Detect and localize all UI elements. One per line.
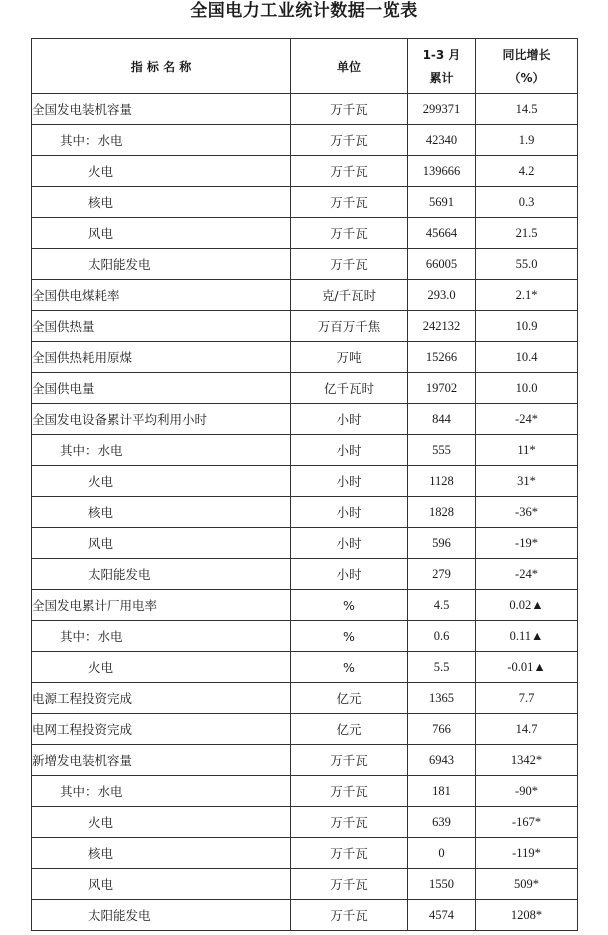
row-yoy: 11* <box>476 435 578 466</box>
row-unit: 小时 <box>291 404 408 435</box>
row-value: 5.5 <box>408 652 476 683</box>
row-value: 639 <box>408 807 476 838</box>
table-row <box>32 838 578 869</box>
row-name: 火电 <box>32 807 291 838</box>
row-unit: 亿元 <box>291 714 408 745</box>
table-row <box>32 466 578 497</box>
table-row <box>32 280 578 311</box>
row-value: 596 <box>408 528 476 559</box>
row-name: 全国供热耗用原煤 <box>32 342 291 373</box>
table-row <box>32 621 578 652</box>
row-yoy: 55.0 <box>476 249 578 280</box>
row-value: 181 <box>408 776 476 807</box>
row-value: 1128 <box>408 466 476 497</box>
row-yoy: 31* <box>476 466 578 497</box>
statistics-table <box>31 38 578 931</box>
row-unit: 万千瓦 <box>291 900 408 931</box>
row-unit: 万千瓦 <box>291 838 408 869</box>
row-unit: 小时 <box>291 528 408 559</box>
row-yoy: -24* <box>476 559 578 590</box>
row-value: 15266 <box>408 342 476 373</box>
row-name: 全国供热量 <box>32 311 291 342</box>
row-value: 4574 <box>408 900 476 931</box>
row-value: 4.5 <box>408 590 476 621</box>
row-yoy: 10.9 <box>476 311 578 342</box>
table-row <box>32 342 578 373</box>
row-name: 全国供电煤耗率 <box>32 280 291 311</box>
row-name: 风电 <box>32 528 291 559</box>
row-yoy: -24* <box>476 404 578 435</box>
row-name: 全国发电设备累计平均利用小时 <box>32 404 291 435</box>
row-value: 0 <box>408 838 476 869</box>
row-name: 电网工程投资完成 <box>32 714 291 745</box>
table-row <box>32 125 578 156</box>
row-yoy: 1208* <box>476 900 578 931</box>
row-name: 全国发电累计厂用电率 <box>32 590 291 621</box>
row-unit: 万千瓦 <box>291 776 408 807</box>
row-unit: 万千瓦 <box>291 869 408 900</box>
row-yoy: 21.5 <box>476 218 578 249</box>
row-yoy: -36* <box>476 497 578 528</box>
header-cumulative <box>408 39 476 94</box>
row-yoy: 10.4 <box>476 342 578 373</box>
row-name: 其中：水电 <box>32 125 291 156</box>
row-value: 45664 <box>408 218 476 249</box>
row-yoy: -19* <box>476 528 578 559</box>
table-row <box>32 652 578 683</box>
row-unit: 小时 <box>291 559 408 590</box>
table-row <box>32 900 578 931</box>
row-yoy: 1342* <box>476 745 578 776</box>
row-yoy: 2.1* <box>476 280 578 311</box>
row-yoy: 0.02▲ <box>476 590 578 621</box>
row-name: 火电 <box>32 466 291 497</box>
header-cumulative-line1: 1-3 月 <box>422 48 461 62</box>
row-unit: 万百万千焦 <box>291 311 408 342</box>
page-title: 全国电力工业统计数据一览表 <box>190 1 418 21</box>
table-row <box>32 528 578 559</box>
header-cumulative-line2: 累计 <box>429 71 454 85</box>
row-name: 太阳能发电 <box>32 900 291 931</box>
row-value: 5691 <box>408 187 476 218</box>
row-unit: 万千瓦 <box>291 94 408 125</box>
row-value: 242132 <box>408 311 476 342</box>
row-name: 风电 <box>32 869 291 900</box>
row-name: 全国发电装机容量 <box>32 94 291 125</box>
table-row <box>32 249 578 280</box>
header-yoy-line1: 同比增长 <box>502 48 551 62</box>
table-row <box>32 807 578 838</box>
row-unit: 小时 <box>291 435 408 466</box>
row-name: 火电 <box>32 156 291 187</box>
row-yoy: -167* <box>476 807 578 838</box>
row-unit: 万千瓦 <box>291 745 408 776</box>
row-name: 核电 <box>32 187 291 218</box>
row-yoy: 1.9 <box>476 125 578 156</box>
table-row <box>32 311 578 342</box>
row-unit: % <box>291 590 408 621</box>
table-row <box>32 714 578 745</box>
row-yoy: -0.01▲ <box>476 652 578 683</box>
table-row <box>32 156 578 187</box>
row-unit: 万千瓦 <box>291 125 408 156</box>
row-value: 293.0 <box>408 280 476 311</box>
row-yoy: 10.0 <box>476 373 578 404</box>
row-name: 太阳能发电 <box>32 249 291 280</box>
row-value: 299371 <box>408 94 476 125</box>
row-yoy: 14.5 <box>476 94 578 125</box>
table-row <box>32 869 578 900</box>
row-value: 19702 <box>408 373 476 404</box>
row-name: 火电 <box>32 652 291 683</box>
table-header-row <box>32 39 578 94</box>
table-row <box>32 745 578 776</box>
table-row <box>32 94 578 125</box>
row-value: 66005 <box>408 249 476 280</box>
row-yoy: 0.3 <box>476 187 578 218</box>
row-unit: 万千瓦 <box>291 187 408 218</box>
row-value: 1550 <box>408 869 476 900</box>
row-unit: 万千瓦 <box>291 249 408 280</box>
table-row <box>32 559 578 590</box>
row-yoy: 4.2 <box>476 156 578 187</box>
header-yoy-line2: （%） <box>508 71 545 85</box>
row-unit: 克/千瓦时 <box>291 280 408 311</box>
row-unit: 亿千瓦时 <box>291 373 408 404</box>
row-value: 1365 <box>408 683 476 714</box>
row-value: 42340 <box>408 125 476 156</box>
row-yoy: 14.7 <box>476 714 578 745</box>
header-yoy <box>476 39 578 94</box>
row-yoy: -90* <box>476 776 578 807</box>
row-unit: 小时 <box>291 497 408 528</box>
table-row <box>32 776 578 807</box>
row-name: 核电 <box>32 838 291 869</box>
row-value: 6943 <box>408 745 476 776</box>
row-value: 844 <box>408 404 476 435</box>
table-row <box>32 683 578 714</box>
row-value: 0.6 <box>408 621 476 652</box>
row-name: 全国供电量 <box>32 373 291 404</box>
row-value: 1828 <box>408 497 476 528</box>
row-yoy: 7.7 <box>476 683 578 714</box>
row-name: 其中：水电 <box>32 621 291 652</box>
row-unit: 万吨 <box>291 342 408 373</box>
row-name: 太阳能发电 <box>32 559 291 590</box>
row-unit: 亿元 <box>291 683 408 714</box>
row-yoy: -119* <box>476 838 578 869</box>
row-name: 风电 <box>32 218 291 249</box>
row-value: 555 <box>408 435 476 466</box>
row-unit: 万千瓦 <box>291 156 408 187</box>
row-yoy: 509* <box>476 869 578 900</box>
row-value: 766 <box>408 714 476 745</box>
row-unit: % <box>291 652 408 683</box>
row-value: 279 <box>408 559 476 590</box>
row-name: 电源工程投资完成 <box>32 683 291 714</box>
table-row <box>32 590 578 621</box>
table-row <box>32 435 578 466</box>
header-indicator: 指 标 名 称 <box>32 39 291 94</box>
row-unit: % <box>291 621 408 652</box>
table-row <box>32 497 578 528</box>
row-name: 新增发电装机容量 <box>32 745 291 776</box>
table-row <box>32 373 578 404</box>
row-name: 其中：水电 <box>32 435 291 466</box>
row-unit: 万千瓦 <box>291 807 408 838</box>
table-row <box>32 404 578 435</box>
row-yoy: 0.11▲ <box>476 621 578 652</box>
row-name: 核电 <box>32 497 291 528</box>
row-unit: 万千瓦 <box>291 218 408 249</box>
row-unit: 小时 <box>291 466 408 497</box>
row-value: 139666 <box>408 156 476 187</box>
table-row <box>32 187 578 218</box>
header-unit: 单位 <box>291 39 408 94</box>
row-name: 其中：水电 <box>32 776 291 807</box>
table-row <box>32 218 578 249</box>
